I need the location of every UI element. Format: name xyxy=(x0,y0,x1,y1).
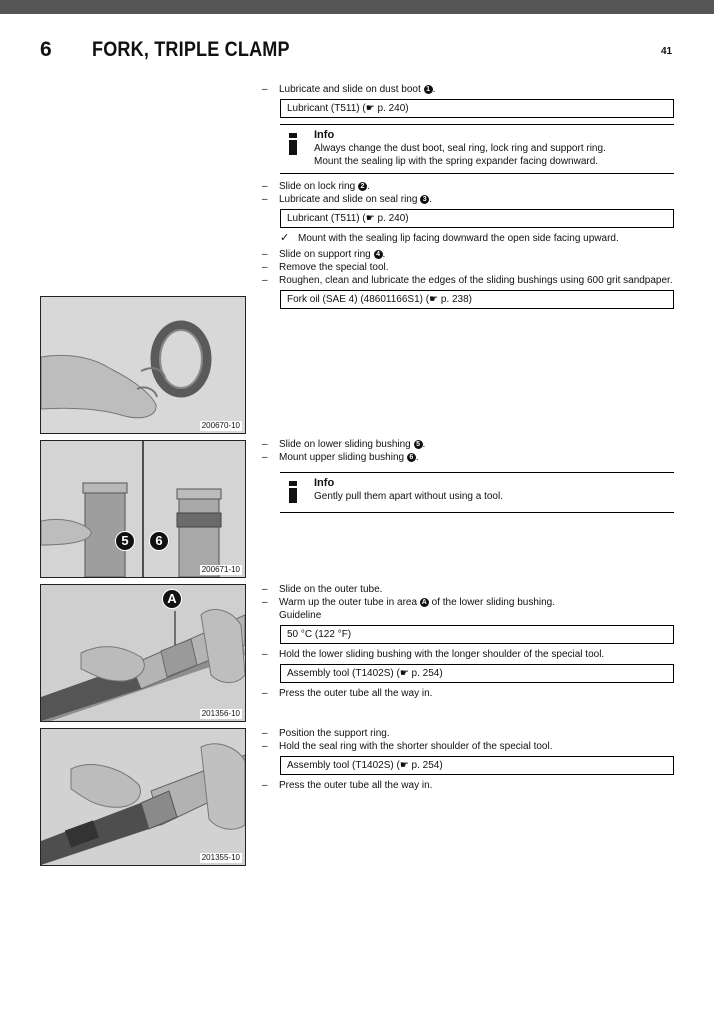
assembly-tool-box: Assembly tool (T1402S) (☛ p. 254) xyxy=(280,664,674,683)
check-note: ✓ Mount with the sealing lip facing downward the open side facing upward. xyxy=(280,232,619,244)
assembly-tool-box-2: Assembly tool (T1402S) (☛ p. 254) xyxy=(280,756,674,775)
info-icon xyxy=(286,481,300,503)
lubricant-box-2: Lubricant (T511) (☛ p. 240) xyxy=(280,209,674,228)
figure-number: 201356-10 xyxy=(201,709,240,718)
instructions-block-4 xyxy=(262,727,674,792)
checkmark-icon: ✓ xyxy=(280,232,290,244)
photo-warm-outer-tube xyxy=(40,584,246,722)
info-icon xyxy=(286,133,300,155)
step-hold-lower: – Hold the lower sliding bushing with the longer shoulder of the special tool. xyxy=(262,649,605,660)
instructions-block-2 xyxy=(262,438,674,519)
step-roughen: – Roughen, clean and lubricate the edges of the sliding bushings using 600 grit sandpaper. xyxy=(262,275,673,286)
info-box-2: Info Gently pull them apart without using a tool. xyxy=(280,472,674,513)
guideline-label: Guideline xyxy=(279,610,322,621)
figure-number: 201355-10 xyxy=(201,853,240,862)
fork-oil-box: Fork oil (SAE 4) (48601166S1) (☛ p. 238) xyxy=(280,290,674,309)
step-press-1: – Press the outer tube all the way in. xyxy=(262,688,433,699)
chapter-number: 6 xyxy=(40,38,52,61)
step-upper-bushing: – Mount upper sliding bushing 6 . xyxy=(262,452,419,463)
top-bar xyxy=(0,0,714,14)
temperature-box: 50 °C (122 °F) xyxy=(280,625,674,644)
callout-5: 5 xyxy=(115,531,135,551)
step-remove-tool: – Remove the special tool. xyxy=(262,262,389,273)
photo-press-outer-tube xyxy=(40,728,246,866)
step-hold-seal: – Hold the seal ring with the shorter shoulder of the special tool. xyxy=(262,741,553,752)
photo-bushing-in-hand xyxy=(40,296,246,434)
info-box: Info Always change the dust boot, seal ring, lock ring and support ring. Mount the sealing lip with the spring expander facing downward. xyxy=(280,124,674,174)
instructions-block-3 xyxy=(262,583,674,700)
figure-number: 200670-10 xyxy=(201,421,240,430)
step-outer-tube: – Slide on the outer tube. xyxy=(262,584,383,595)
page-number: 41 xyxy=(661,46,673,57)
step-support-ring: – Slide on support ring 4 . xyxy=(262,249,386,260)
step-seal-ring: – Lubricate and slide on seal ring 3 . xyxy=(262,194,432,205)
chapter-title: FORK, TRIPLE CLAMP xyxy=(92,38,290,61)
lubricant-box: Lubricant (T511) (☛ p. 240) xyxy=(280,99,674,118)
photo-sliding-bushings xyxy=(40,440,246,578)
callout-6: 6 xyxy=(149,531,169,551)
figure-number: 200671-10 xyxy=(201,565,240,574)
callout-A: A xyxy=(162,589,182,609)
step-position-support: – Position the support ring. xyxy=(262,728,390,739)
step-dust-boot: – Lubricate and slide on dust boot 1 . xyxy=(262,84,436,95)
instructions-block-1 xyxy=(262,83,674,313)
step-warm-up: – Warm up the outer tube in area A of the lower sliding bushing. xyxy=(262,597,556,608)
step-press-2: – Press the outer tube all the way in. xyxy=(262,780,433,791)
callout-number: 1 xyxy=(424,85,433,94)
step-lower-bushing: – Slide on lower sliding bushing 5 . xyxy=(262,439,426,450)
step-lock-ring: – Slide on lock ring 2 . xyxy=(262,181,370,192)
